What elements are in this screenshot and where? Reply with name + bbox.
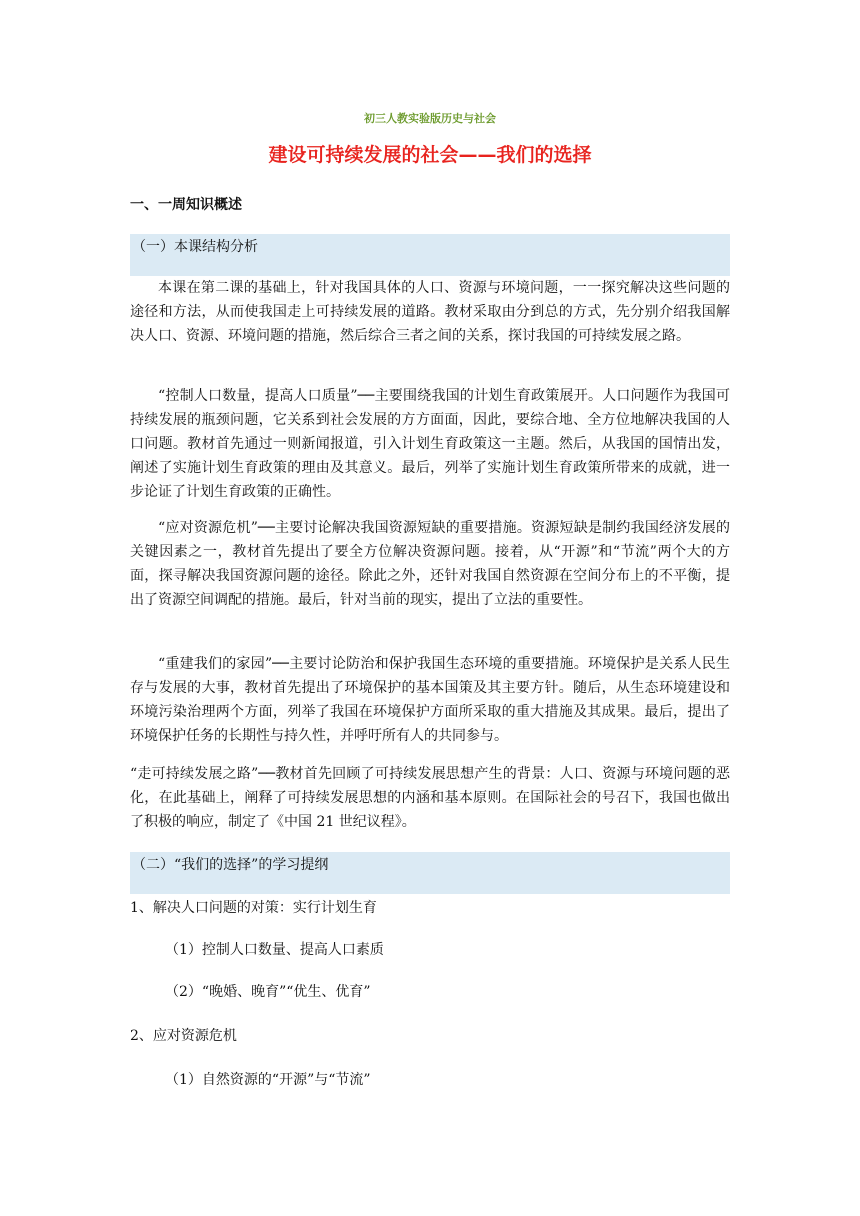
paragraph: “控制人口数量，提高人口质量”──主要围绕我国的计划生育政策展开。人口问题作为我国可持续发展的瓶颈问题，它关系到社会发展的方方面面，因此，要综合地、全方位地解决我国的人口问题。教材首先通过一则新闻报道，引入计划生育政策这一主题。然后，从我国的国情出发，阐述了实施计划生育政策的理由及其意义。最后，列举了实施计划生育政策所带来的成就，进一步论证了计划生育政策的正确性。 [130, 388, 730, 500]
paragraph: “应对资源危机”──主要讨论解决我国资源短缺的重要措施。资源短缺是制约我国经济发展的关键因素之一，教材首先提出了要全方位解决资源问题。接着，从“开源”和“节流”两个大的方面，探寻解决我国资源问题的途径。除此之外，还针对我国自然资源在空间分布上的不平衡，提出了资源空间调配的措施。最后，针对当前的现实，提出了立法的重要性。 [130, 520, 730, 608]
band-label: （二）“我们的选择”的学习提纲 [132, 857, 329, 873]
document-subtitle: 初三人教实验版历史与社会 [364, 112, 496, 125]
paragraph: “走可持续发展之路”──教材首先回顾了可持续发展思想产生的背景：人口、资源与环境问题的恶化，在此基础上，阐释了可持续发展思想的内涵和基本原则。在国际社会的号召下，我国也做出了积极的响应，制定了《中国 21 世纪议程》。 [130, 766, 730, 830]
paragraph: “重建我们的家园”──主要讨论防治和保护我国生态环境的重要措施。环境保护是关系人民生存与发展的大事，教材首先提出了环境保护的基本国策及其主要方针。随后，从生态环境建设和环境污染治理两个方面，列举了我国在环境保护方面所采取的重大措施及其成果。最后，提出了环境保护任务的长期性与持久性，并呼吁所有人的共同参与。 [130, 656, 730, 744]
band-label: （一）本课结构分析 [132, 239, 258, 255]
section-heading: 一、一周知识概述 [130, 197, 242, 213]
outline-subitem: （1）控制人口数量、提高人口素质 [165, 942, 384, 958]
paragraph: 本课在第二课的基础上，针对我国具体的人口、资源与环境问题，一一探究解决这些问题的途径和方法，从而使我国走上可持续发展的道路。教材采取由分到总的方式，先分别介绍我国解决人口、资源、环境问题的措施，然后综合三者之间的关系，探讨我国的可持续发展之路。 [130, 280, 730, 344]
outline-subitem: （1）自然资源的“开源”与“节流” [165, 1072, 371, 1088]
outline-subitem: （2）“晚婚、晚育”“优生、优育” [165, 984, 371, 1000]
section-band-outline [130, 852, 730, 894]
outline-item: 1、解决人口问题的对策：实行计划生育 [130, 900, 377, 916]
section-band-structure [130, 234, 730, 276]
document-title: 建设可持续发展的社会——我们的选择 [268, 144, 592, 166]
outline-item: 2、应对资源危机 [130, 1028, 237, 1044]
